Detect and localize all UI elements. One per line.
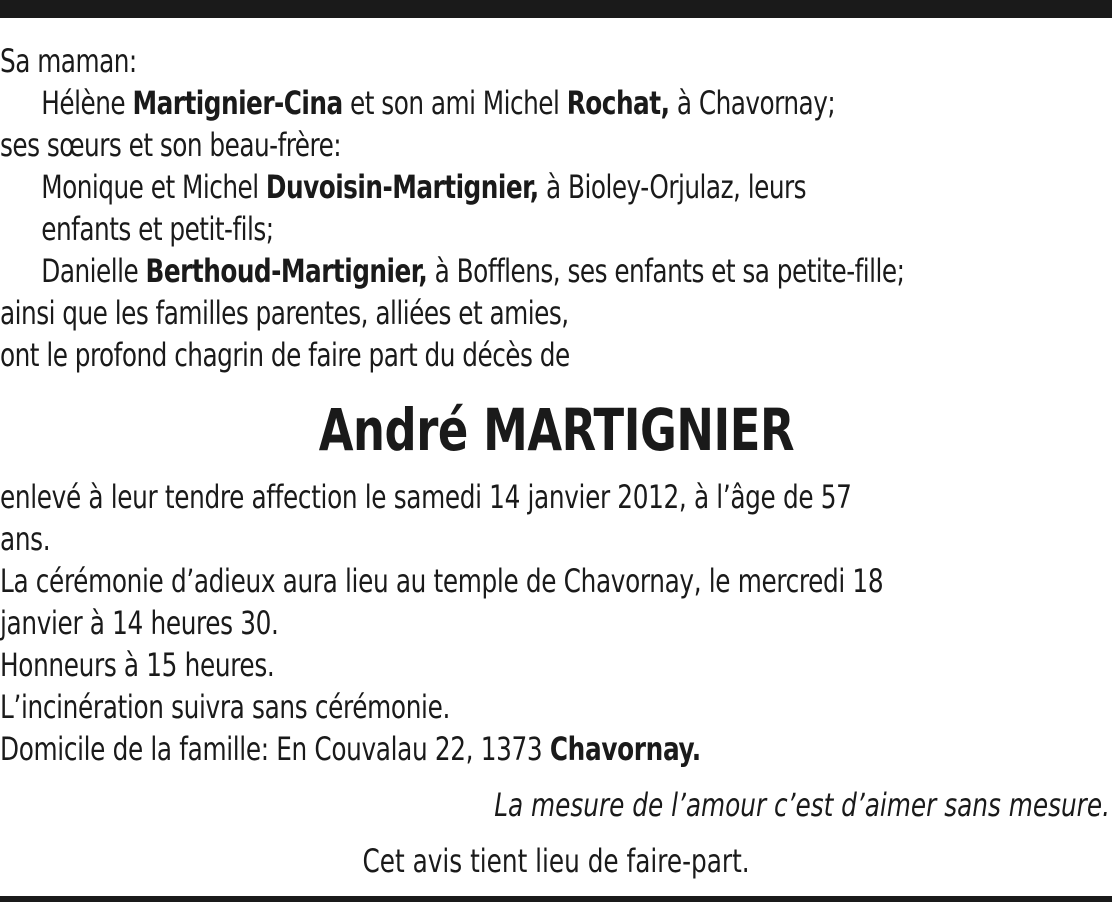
details-block <box>0 476 1112 770</box>
partner-surname: Rochat, <box>566 84 670 122</box>
mother-first: Hélène <box>41 84 133 122</box>
closing-text: Cet avis tient lieu de faire-part. <box>362 842 750 880</box>
sister2-line <box>0 250 956 292</box>
closing-note <box>0 840 1112 882</box>
sister2-first: Danielle <box>41 252 146 290</box>
sister1-place: à Bioley-Orjulaz, leurs <box>538 168 807 206</box>
deceased-name-text: André MARTIGNIER <box>318 396 794 464</box>
sister1-line <box>0 166 956 208</box>
cremation-line: L’incinération suivra sans cérémonie. <box>0 688 450 726</box>
honours-line: Honneurs à 15 heures. <box>0 646 275 684</box>
mother-line <box>0 82 956 124</box>
intro-sisters: ses sœurs et son beau-frère: <box>0 126 342 164</box>
sister2-place: à Bofflens, ses enfants et sa petite-fille; <box>427 252 905 290</box>
announcement-line: ont le profond chagrin de faire part du décès de <box>0 336 570 374</box>
sister1-cont: enfants et petit-fils; <box>41 210 274 248</box>
death-line2: ans. <box>0 520 51 558</box>
deceased-name <box>0 392 1112 468</box>
mother-place: à Chavornay; <box>669 84 836 122</box>
relatives-line: ainsi que les familles parentes, alliées et amies, <box>0 294 569 332</box>
mother-surname: Martignier-Cina <box>132 84 343 122</box>
sister1-surname: Duvoisin-Martignier, <box>265 168 539 206</box>
family-list <box>0 40 956 376</box>
domicile-town: Chavornay. <box>549 730 701 768</box>
domicile-line <box>0 728 956 770</box>
sister2-surname: Berthoud-Martignier, <box>145 252 428 290</box>
ceremony-line1: La cérémonie d’adieux aura lieu au temple de Chavornay, le mercredi 18 <box>0 562 884 600</box>
intro-mother: Sa maman: <box>0 42 137 80</box>
top-rule <box>0 0 1112 18</box>
ceremony-line2: janvier à 14 heures 30. <box>0 604 279 642</box>
mother-mid: et son ami Michel <box>342 84 567 122</box>
domicile-prefix: Domicile de la famille: En Couvalau 22, 1373 <box>0 730 550 768</box>
quote: La mesure de l’amour c’est d’aimer sans mesure. <box>494 786 1110 824</box>
sister1-first: Monique et Michel <box>41 168 266 206</box>
bottom-rule <box>0 896 1112 902</box>
death-line1: enlevé à leur tendre affection le samedi 14 janvier 2012, à l’âge de 57 <box>0 478 852 516</box>
